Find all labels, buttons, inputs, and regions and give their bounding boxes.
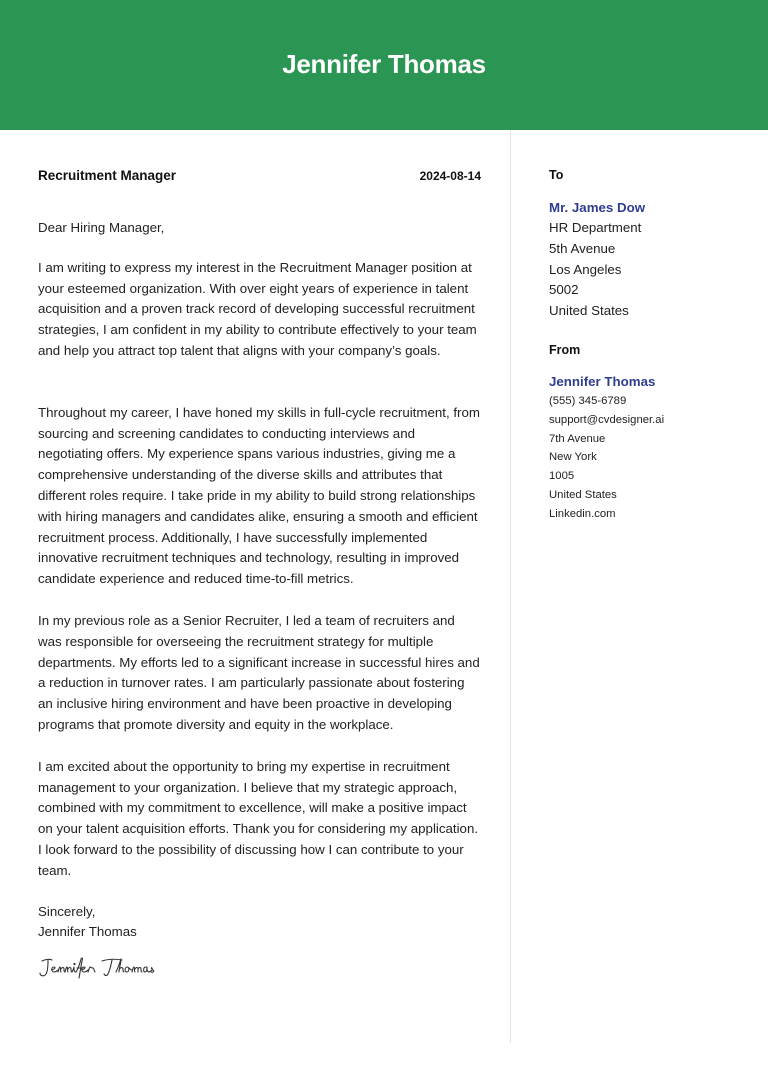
closing-block — [38, 902, 481, 944]
paragraph-2: Throughout my career, I have honed my skills in full-cycle recruitment, from sourcing and screening candidates to conducting interviews and negotiating offers. My experience spans various industries, giving me a comprehensive understanding of the diverse skills and attributes that different roles require. I take pride in my ability to build strong relationships with hiring managers and candidates alike, ensuring a smooth and efficient recruitment process. Additionally, I have successfully implemented innovative recruitment techniques and technology, resulting in improved candidate experience and reduced time-to-fill metrics. — [38, 404, 480, 587]
sender-name: Jennifer Thomas — [549, 373, 656, 389]
recipient-heading: To — [549, 168, 564, 182]
sender-email: support@cvdesigner.ai — [549, 413, 665, 426]
recipient-city: Los Angeles — [549, 261, 622, 277]
letter-body — [38, 168, 481, 981]
sender-heading: From — [549, 342, 581, 357]
applicant-name: Jennifer Thomas — [282, 48, 486, 79]
recipient-zip: 5002 — [549, 282, 579, 298]
recipient-name: Mr. James Dow — [549, 200, 646, 215]
letter-meta — [38, 168, 481, 188]
job-title: Recruitment Manager — [38, 168, 177, 183]
header-banner — [0, 0, 768, 130]
salutation: Dear Hiring Manager, — [38, 220, 165, 235]
recipient-street: 5th Avenue — [549, 240, 616, 256]
recipient-department: HR Department — [549, 220, 642, 235]
closing-name: Jennifer Thomas — [38, 924, 137, 940]
sender-phone: (555) 345-6789 — [549, 394, 627, 407]
sender-linkedin: Linkedin.com — [549, 507, 616, 520]
recipient-country: United States — [549, 303, 629, 319]
sender-zip: 1005 — [549, 470, 575, 483]
handwritten-signature — [38, 955, 481, 981]
paragraph-4: I am excited about the opportunity to bring my expertise in recruitment management to your organization. I believe that my strategic approach, combined with my commitment to excellence, will make a positive impact on your talent acquisition efforts. Thank you for considering my application. I look forward to the possibility of discussing how I can contribute to your team. — [38, 758, 479, 878]
closing-phrase: Sincerely, — [38, 903, 96, 919]
sender-country: United States — [549, 488, 617, 501]
signature-graphic — [38, 955, 168, 981]
paragraph-3: In my previous role as a Senior Recruiter, I led a team of recruiters and was responsible for overseeing the recruitment strategy for multiple departments. My efforts led to a significant increase in successful hires and a reduction in turnover rates. I am particularly passionate about fostering an inclusive hiring environment and have been proactive in developing programs that promote diversity and equity in the workplace. — [38, 612, 480, 732]
column-divider — [510, 130, 511, 1043]
sender-street: 7th Avenue — [549, 432, 606, 445]
paragraph-1: I am writing to express my interest in the Recruitment Manager position at your esteemed organization. With over eight years of experience in talent acquisition and a proven track record of developing successful recruitment strategies, I am confident in my ability to contribute effectively to your team and help you attract top talent that aligns with your company’s goals. — [38, 259, 477, 358]
sender-city: New York — [549, 451, 597, 464]
contact-sidebar — [549, 168, 759, 524]
letter-date: 2024-08-14 — [419, 169, 481, 183]
